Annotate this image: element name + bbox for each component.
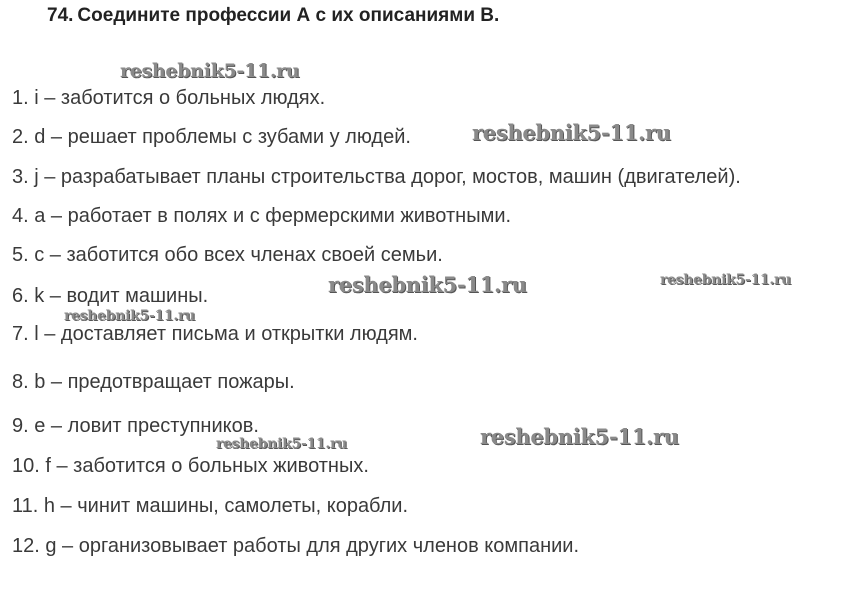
exercise-instruction: Соедините профессии А с их описаниями В.: [77, 5, 500, 26]
exercise-number: 74.: [47, 5, 74, 26]
exercise-title: [47, 5, 499, 27]
answer-item-10: 10. f – заботится о больных животных.: [12, 455, 369, 477]
answer-item-12: 12. g – организовывает работы для других членов компании.: [12, 535, 580, 557]
answer-item-6: 6. k – водит машины.: [12, 285, 209, 307]
answer-item-2: 2. d – решает проблемы с зубами у людей.: [12, 126, 411, 148]
answer-item-5: 5. c – заботится обо всех членах своей семьи.: [12, 244, 443, 266]
answer-item-9: 9. e – ловит преступников.: [12, 415, 259, 437]
answer-item-11: 11. h – чинит машины, самолеты, корабли.: [12, 495, 409, 517]
answer-item-7: 7. l – доставляет письма и открытки людям.: [12, 323, 418, 345]
watermark: reshebnik5-11.ru: [64, 308, 195, 324]
answer-item-3: 3. j – разрабатывает планы строительства дорог, мостов, машин (двигателей).: [12, 166, 741, 188]
watermark: reshebnik5-11.ru: [660, 272, 791, 288]
answer-item-8: 8. b – предотвращает пожары.: [12, 371, 295, 393]
answer-item-1: 1. i – заботится о больных людях.: [12, 87, 326, 109]
watermark: reshebnik5-11.ru: [328, 272, 527, 297]
watermark: reshebnik5-11.ru: [120, 60, 300, 82]
watermark: reshebnik5-11.ru: [480, 424, 679, 449]
answer-item-4: 4. a – работает в полях и с фермерскими животными.: [12, 205, 512, 227]
watermark: reshebnik5-11.ru: [216, 436, 347, 452]
watermark: reshebnik5-11.ru: [472, 120, 671, 145]
